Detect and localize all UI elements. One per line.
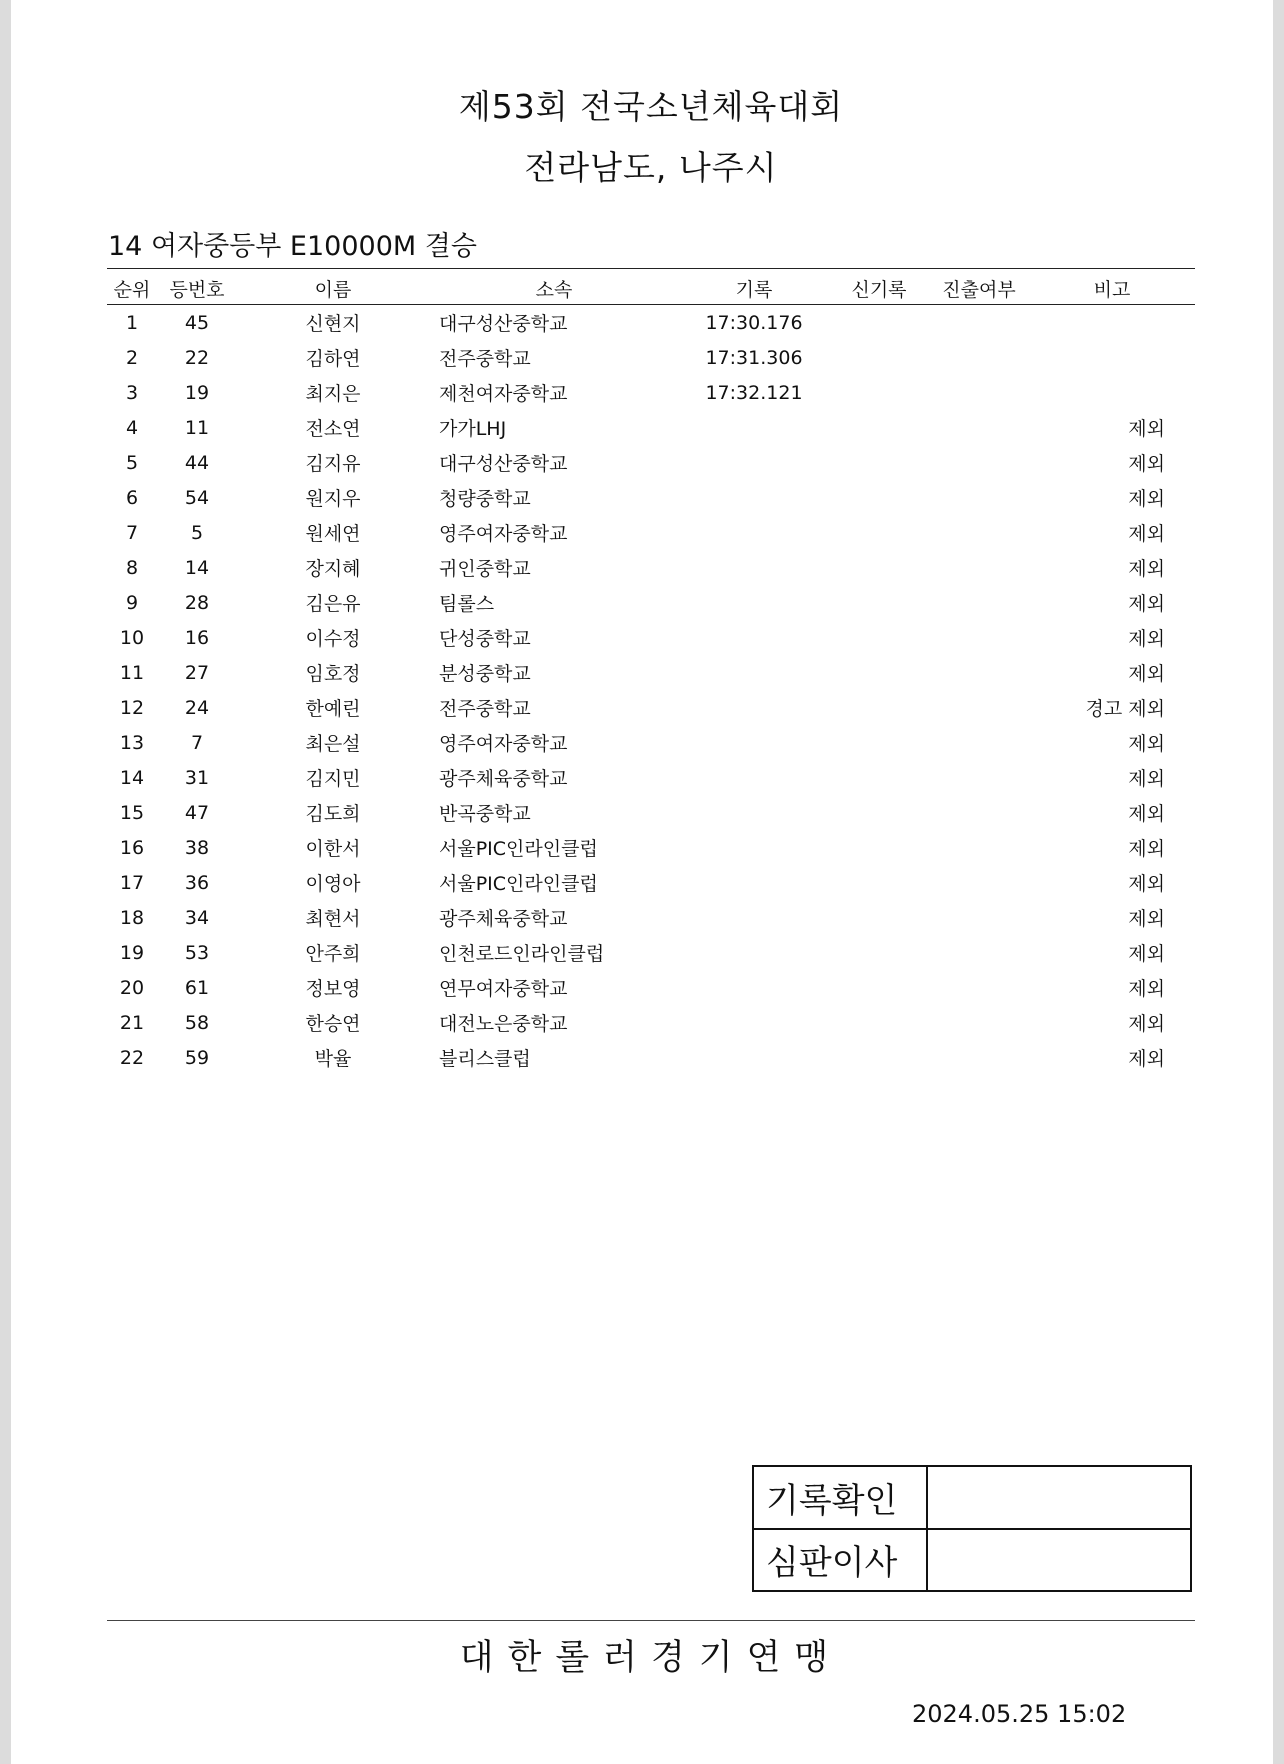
cell-bib: 7 xyxy=(190,731,204,754)
cell-new-record xyxy=(829,445,929,480)
cell-team: 블리스클럽 xyxy=(439,1048,531,1070)
cell-note: 제외 xyxy=(1128,558,1165,580)
cell-rank: 18 xyxy=(119,906,145,929)
cell-advance xyxy=(929,445,1029,480)
cell-advance xyxy=(929,760,1029,795)
cell-advance xyxy=(929,620,1029,655)
table-row xyxy=(107,935,1195,970)
footer-rule xyxy=(107,1620,1195,1621)
cell-bib: 22 xyxy=(184,346,210,369)
cell-bib: 45 xyxy=(184,311,210,334)
cell-rank: 8 xyxy=(125,556,139,579)
cell-rank: 12 xyxy=(119,696,145,719)
cell-record xyxy=(679,655,829,690)
cell-note: 제외 xyxy=(1128,803,1165,825)
table-row xyxy=(107,970,1195,1005)
cell-advance xyxy=(929,480,1029,515)
cell-record xyxy=(679,410,829,445)
competition-title: 제53회 전국소년체육대회 xyxy=(458,87,844,126)
cell-note: 제외 xyxy=(1128,943,1165,965)
cell-new-record xyxy=(829,550,929,585)
cell-new-record xyxy=(829,830,929,865)
cell-bib: 47 xyxy=(184,801,210,824)
cell-record xyxy=(679,445,829,480)
cell-advance xyxy=(929,305,1029,340)
cell-advance xyxy=(929,655,1029,690)
cell-advance xyxy=(929,410,1029,445)
table-row xyxy=(107,1040,1195,1075)
cell-new-record xyxy=(829,760,929,795)
cell-advance xyxy=(929,515,1029,550)
record-confirm-signature-field xyxy=(927,1466,1191,1529)
cell-note: 제외 xyxy=(1128,733,1165,755)
cell-team: 광주체육중학교 xyxy=(439,768,568,790)
col-team: 소속 xyxy=(535,279,573,301)
cell-record xyxy=(679,480,829,515)
table-row xyxy=(107,480,1195,515)
cell-name: 신현지 xyxy=(305,313,361,335)
table-row xyxy=(107,515,1195,550)
cell-rank: 16 xyxy=(119,836,145,859)
cell-advance xyxy=(929,1040,1029,1075)
cell-bib: 61 xyxy=(184,976,210,999)
cell-new-record xyxy=(829,655,929,690)
cell-note: 제외 xyxy=(1128,978,1165,1000)
cell-record xyxy=(679,1005,829,1040)
cell-note: 제외 xyxy=(1128,768,1165,790)
cell-team: 대구성산중학교 xyxy=(439,453,568,475)
table-row xyxy=(107,410,1195,445)
cell-name: 한승연 xyxy=(305,1013,361,1035)
cell-rank: 7 xyxy=(125,521,139,544)
signature-box xyxy=(752,1465,1192,1592)
cell-rank: 14 xyxy=(119,766,145,789)
cell-new-record xyxy=(829,340,929,375)
table-row xyxy=(107,1005,1195,1040)
table-row xyxy=(107,690,1195,725)
cell-name: 한예린 xyxy=(305,698,361,720)
competition-location: 전라남도, 나주시 xyxy=(524,148,778,187)
cell-team: 영주여자중학교 xyxy=(439,733,568,755)
cell-team: 반곡중학교 xyxy=(439,803,531,825)
col-record: 기록 xyxy=(735,279,773,301)
cell-team: 인천로드인라인클럽 xyxy=(439,943,605,965)
print-timestamp: 2024.05.25 15:02 xyxy=(912,1700,1127,1728)
cell-advance xyxy=(929,375,1029,410)
cell-record xyxy=(679,935,829,970)
cell-record xyxy=(679,515,829,550)
cell-name: 최현서 xyxy=(305,908,361,930)
table-row xyxy=(107,375,1195,410)
table-row xyxy=(107,655,1195,690)
cell-team: 전주중학교 xyxy=(439,698,531,720)
cell-name: 이한서 xyxy=(305,838,361,860)
cell-bib: 5 xyxy=(190,521,204,544)
cell-team: 영주여자중학교 xyxy=(439,523,568,545)
cell-rank: 21 xyxy=(119,1011,145,1034)
cell-record xyxy=(679,585,829,620)
cell-note: 제외 xyxy=(1128,873,1165,895)
cell-rank: 4 xyxy=(125,416,139,439)
cell-new-record xyxy=(829,410,929,445)
cell-note xyxy=(1029,305,1195,340)
cell-note: 제외 xyxy=(1128,908,1165,930)
cell-new-record xyxy=(829,375,929,410)
cell-name: 전소연 xyxy=(305,418,361,440)
cell-new-record xyxy=(829,515,929,550)
table-row xyxy=(107,900,1195,935)
cell-rank: 11 xyxy=(119,661,145,684)
cell-name: 임호정 xyxy=(305,663,361,685)
cell-record xyxy=(679,900,829,935)
cell-note: 제외 xyxy=(1128,593,1165,615)
header-top-rule xyxy=(107,268,1195,269)
cell-note: 제외 xyxy=(1128,628,1165,650)
cell-name: 김은유 xyxy=(305,593,361,615)
cell-bib: 54 xyxy=(184,486,210,509)
cell-name: 최지은 xyxy=(305,383,361,405)
cell-new-record xyxy=(829,725,929,760)
table-row xyxy=(107,305,1195,340)
cell-new-record xyxy=(829,620,929,655)
cell-new-record xyxy=(829,480,929,515)
cell-bib: 28 xyxy=(184,591,210,614)
cell-note: 제외 xyxy=(1128,418,1165,440)
cell-advance xyxy=(929,725,1029,760)
cell-note: 제외 xyxy=(1128,1048,1165,1070)
cell-rank: 17 xyxy=(119,871,145,894)
cell-team: 제천여자중학교 xyxy=(439,383,568,405)
cell-rank: 5 xyxy=(125,451,139,474)
table-row xyxy=(107,585,1195,620)
col-rank: 순위 xyxy=(113,279,151,301)
cell-team: 단성중학교 xyxy=(439,628,531,650)
cell-new-record xyxy=(829,970,929,1005)
cell-bib: 38 xyxy=(184,836,210,859)
cell-advance xyxy=(929,690,1029,725)
cell-team: 서울PIC인라인클럽 xyxy=(439,873,598,895)
table-row xyxy=(107,865,1195,900)
cell-advance xyxy=(929,340,1029,375)
cell-new-record xyxy=(829,1005,929,1040)
event-title: 14 여자중등부 E10000M 결승 xyxy=(108,231,477,262)
cell-advance xyxy=(929,585,1029,620)
cell-name: 이영아 xyxy=(305,873,361,895)
cell-rank: 19 xyxy=(119,941,145,964)
cell-advance xyxy=(929,795,1029,830)
cell-note: 제외 xyxy=(1128,1013,1165,1035)
cell-note: 제외 xyxy=(1128,453,1165,475)
col-bib: 등번호 xyxy=(169,279,225,301)
referee-label: 심판이사 xyxy=(753,1529,927,1592)
table-row xyxy=(107,445,1195,480)
cell-bib: 58 xyxy=(184,1011,210,1034)
cell-new-record xyxy=(829,935,929,970)
cell-rank: 1 xyxy=(125,311,139,334)
cell-record xyxy=(679,760,829,795)
cell-rank: 22 xyxy=(119,1046,145,1069)
cell-team: 연무여자중학교 xyxy=(439,978,568,1000)
cell-rank: 13 xyxy=(119,731,145,754)
cell-record xyxy=(679,970,829,1005)
cell-advance xyxy=(929,830,1029,865)
cell-rank: 2 xyxy=(125,346,139,369)
cell-new-record xyxy=(829,690,929,725)
cell-team: 대구성산중학교 xyxy=(439,313,568,335)
cell-name: 최은설 xyxy=(305,733,361,755)
cell-name: 이수정 xyxy=(305,628,361,650)
cell-new-record xyxy=(829,865,929,900)
cell-team: 광주체육중학교 xyxy=(439,908,568,930)
cell-note: 제외 xyxy=(1128,488,1165,510)
cell-advance xyxy=(929,900,1029,935)
cell-bib: 53 xyxy=(184,941,210,964)
cell-team: 전주중학교 xyxy=(439,348,531,370)
cell-name: 김지유 xyxy=(305,453,361,475)
cell-advance xyxy=(929,935,1029,970)
cell-rank: 6 xyxy=(125,486,139,509)
cell-note xyxy=(1029,375,1195,410)
cell-team: 분성중학교 xyxy=(439,663,531,685)
cell-bib: 36 xyxy=(184,871,210,894)
cell-name: 김지민 xyxy=(305,768,361,790)
cell-name: 원세연 xyxy=(305,523,361,545)
col-new-record: 신기록 xyxy=(851,279,907,301)
cell-team: 청량중학교 xyxy=(439,488,531,510)
cell-rank: 20 xyxy=(119,976,145,999)
cell-rank: 3 xyxy=(125,381,139,404)
cell-new-record xyxy=(829,1040,929,1075)
col-advance: 진출여부 xyxy=(942,279,1016,301)
cell-new-record xyxy=(829,305,929,340)
cell-bib: 14 xyxy=(184,556,210,579)
cell-team: 팀롤스 xyxy=(439,593,495,615)
cell-team: 서울PIC인라인클럽 xyxy=(439,838,598,860)
cell-rank: 15 xyxy=(119,801,145,824)
cell-record: 17:32.121 xyxy=(705,381,803,404)
cell-record: 17:31.306 xyxy=(705,346,803,369)
referee-signature-field xyxy=(927,1529,1191,1592)
page-edge-right xyxy=(1273,0,1284,1764)
cell-new-record xyxy=(829,900,929,935)
cell-name: 김도희 xyxy=(305,803,361,825)
results-body xyxy=(107,305,1195,1075)
cell-bib: 11 xyxy=(184,416,210,439)
cell-note xyxy=(1029,340,1195,375)
cell-advance xyxy=(929,1005,1029,1040)
table-row xyxy=(107,830,1195,865)
table-row xyxy=(107,760,1195,795)
cell-team: 대전노은중학교 xyxy=(439,1013,568,1035)
cell-note: 제외 xyxy=(1128,523,1165,545)
cell-new-record xyxy=(829,585,929,620)
cell-name: 장지혜 xyxy=(305,558,361,580)
cell-record xyxy=(679,865,829,900)
cell-rank: 9 xyxy=(125,591,139,614)
federation-name: 대한롤러경기연맹 xyxy=(459,1638,843,1678)
cell-note: 경고 제외 xyxy=(1085,698,1165,720)
table-header-row xyxy=(107,272,1195,305)
cell-name: 박율 xyxy=(314,1048,352,1070)
cell-name: 정보영 xyxy=(305,978,361,1000)
cell-team: 가가LHJ xyxy=(439,418,507,440)
cell-advance xyxy=(929,970,1029,1005)
cell-bib: 59 xyxy=(184,1046,210,1069)
table-row xyxy=(107,340,1195,375)
cell-bib: 24 xyxy=(184,696,210,719)
cell-record: 17:30.176 xyxy=(705,311,803,334)
cell-team: 귀인중학교 xyxy=(439,558,531,580)
record-confirm-label: 기록확인 xyxy=(753,1466,927,1529)
page-edge-left xyxy=(0,0,11,1764)
col-note: 비고 xyxy=(1093,279,1131,301)
cell-advance xyxy=(929,550,1029,585)
cell-bib: 27 xyxy=(184,661,210,684)
cell-note: 제외 xyxy=(1128,663,1165,685)
cell-record xyxy=(679,1040,829,1075)
cell-record xyxy=(679,690,829,725)
cell-bib: 16 xyxy=(184,626,210,649)
table-row xyxy=(107,550,1195,585)
cell-bib: 19 xyxy=(184,381,210,404)
cell-note: 제외 xyxy=(1128,838,1165,860)
table-row xyxy=(107,795,1195,830)
cell-bib: 31 xyxy=(184,766,210,789)
col-name: 이름 xyxy=(314,279,352,301)
cell-name: 원지우 xyxy=(305,488,361,510)
cell-rank: 10 xyxy=(119,626,145,649)
cell-name: 김하연 xyxy=(305,348,361,370)
cell-record xyxy=(679,725,829,760)
table-row xyxy=(107,620,1195,655)
cell-advance xyxy=(929,865,1029,900)
table-row xyxy=(107,725,1195,760)
cell-record xyxy=(679,620,829,655)
cell-bib: 44 xyxy=(184,451,210,474)
cell-record xyxy=(679,795,829,830)
cell-new-record xyxy=(829,795,929,830)
cell-record xyxy=(679,550,829,585)
cell-record xyxy=(679,830,829,865)
cell-bib: 34 xyxy=(184,906,210,929)
results-table xyxy=(107,272,1195,1075)
cell-name: 안주희 xyxy=(305,943,361,965)
